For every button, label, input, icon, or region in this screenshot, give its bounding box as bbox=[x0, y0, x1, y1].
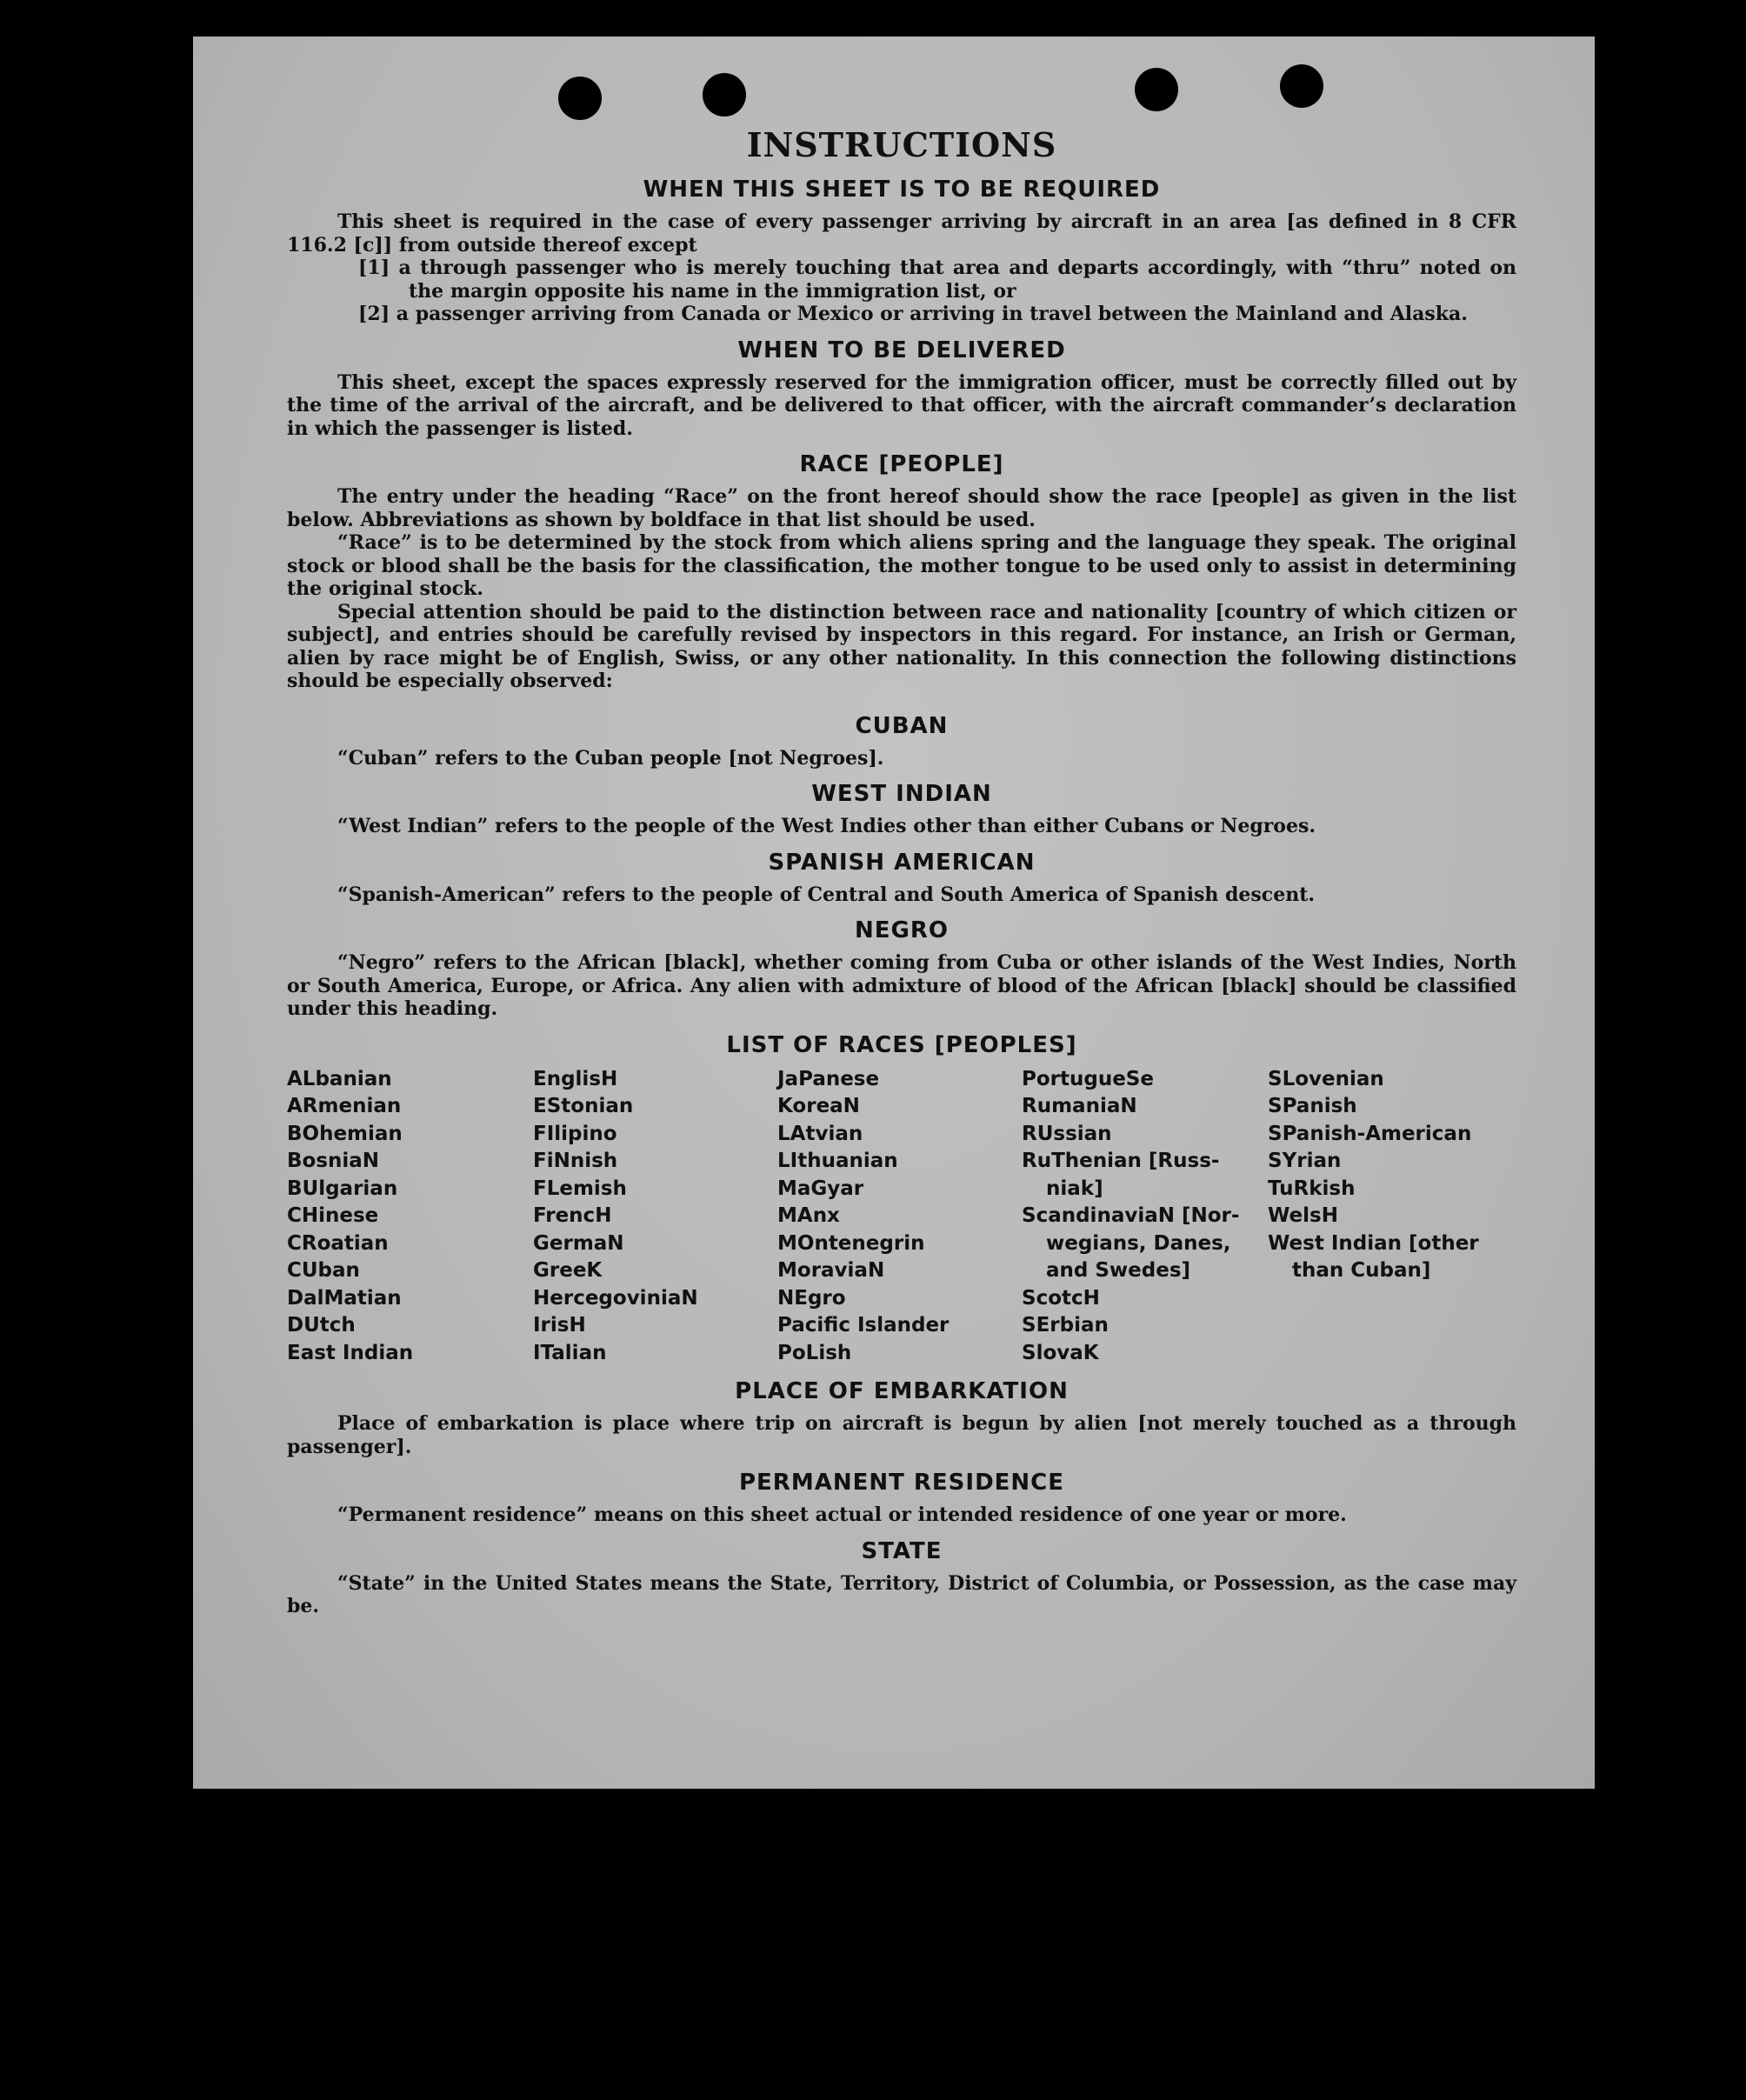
race-entry: West Indian [other bbox=[1268, 1231, 1479, 1255]
race-column-3 bbox=[777, 1066, 1022, 1368]
state-text: “State” in the United States means the State, Territory, District of Columbia, or Possession, as the case may be. bbox=[287, 1571, 1516, 1617]
race-entry: ALbanian bbox=[287, 1067, 392, 1090]
race-entry: PoLish bbox=[777, 1341, 852, 1364]
section-heading-when-required: WHEN THIS SHEET IS TO BE REQUIRED bbox=[643, 177, 1161, 203]
race-entry: ScandinaviaN [Nor- bbox=[1022, 1204, 1240, 1227]
race-entry: RuThenian [Russ- bbox=[1022, 1150, 1220, 1172]
race-entry: KoreaN bbox=[777, 1095, 860, 1117]
race-entry: DUtch bbox=[287, 1314, 356, 1337]
race-column-1 bbox=[287, 1066, 533, 1368]
punch-hole bbox=[703, 73, 746, 117]
race-entry-continued: than Cuban] bbox=[1292, 1259, 1431, 1282]
race-entry: RUssian bbox=[1022, 1122, 1112, 1145]
race-entry: ScotcH bbox=[1022, 1286, 1100, 1310]
race-list-table bbox=[287, 1066, 1516, 1368]
race-entry: TuRkish bbox=[1268, 1177, 1356, 1200]
spanish-american-text: “Spanish-American” refers to the people of Central and South America of Spanish descent. bbox=[337, 883, 1316, 906]
race-entry: ITalian bbox=[533, 1341, 607, 1364]
when-required-item-1: [1] a through passenger who is merely touching that area and departs accordingly, with “thru” noted on the margin opposite his name in the immigration list, or bbox=[358, 257, 1516, 303]
race-entry: SLovenian bbox=[1268, 1067, 1384, 1090]
section-heading-list-of-races: LIST OF RACES [PEOPLES] bbox=[726, 1031, 1077, 1058]
race-entry: BOhemian bbox=[287, 1122, 403, 1145]
when-delivered-text: This sheet, except the spaces expressly reserved for the immigration officer, must be correctly filled out by the time of the arrival of the aircraft, and be delivered to that officer, with the aircraft commander’s declaration in which the passenger is listed. bbox=[287, 370, 1516, 440]
race-entry: WelsH bbox=[1268, 1204, 1338, 1227]
permanent-residence-text: “Permanent residence” means on this sheet actual or intended residence of one year or more. bbox=[337, 1503, 1347, 1526]
race-entry: MaGyar bbox=[777, 1177, 864, 1200]
race-entry: FIlipino bbox=[533, 1122, 617, 1145]
embarkation-text: Place of embarkation is place where trip on aircraft is begun by alien [not merely touched as a through passenger]. bbox=[287, 1412, 1516, 1458]
race-entry: SErbian bbox=[1022, 1314, 1109, 1337]
section-heading-spanish-american: SPANISH AMERICAN bbox=[768, 849, 1036, 876]
race-entry: Pacific Islander bbox=[777, 1314, 950, 1337]
race-entry: HercegoviniaN bbox=[533, 1286, 698, 1310]
race-entry: LIthuanian bbox=[777, 1150, 898, 1172]
race-entry: CHinese bbox=[287, 1204, 379, 1227]
race-entry: MoraviaN bbox=[777, 1259, 885, 1282]
race-entry: MOntenegrin bbox=[777, 1231, 925, 1255]
race-entry: RumaniaN bbox=[1022, 1095, 1137, 1117]
section-heading-embarkation: PLACE OF EMBARKATION bbox=[735, 1378, 1069, 1404]
page-title: INSTRUCTIONS bbox=[746, 125, 1057, 164]
race-entry: NEgro bbox=[777, 1286, 846, 1310]
race-entry: SPanish-American bbox=[1268, 1122, 1472, 1145]
section-heading-race: RACE [PEOPLE] bbox=[799, 451, 1004, 477]
race-paragraph-1: The entry under the heading “Race” on the front hereof should show the race [people] as given in the list below. Abbreviations as shown by boldface in that list should be used. bbox=[287, 485, 1516, 531]
race-entry: BosniaN bbox=[287, 1150, 380, 1172]
race-entry-continued: niak] bbox=[1046, 1177, 1103, 1200]
race-entry: FrencH bbox=[533, 1204, 612, 1227]
race-entry: DalMatian bbox=[287, 1286, 402, 1310]
race-entry-continued: wegians, Danes, bbox=[1046, 1231, 1231, 1255]
race-paragraph-3: Special attention should be paid to the distinction between race and nationality [country of which citizen or subject], and entries should be carefully revised by inspectors in this regard. For instance, an Irish or German, alien by race might be of English, Swiss, or any other nationality. In this connection the following distinctions should be especially observed: bbox=[287, 600, 1516, 692]
race-entry: GermaN bbox=[533, 1231, 624, 1255]
race-entry: JaPanese bbox=[777, 1067, 880, 1090]
race-column-5 bbox=[1268, 1066, 1516, 1368]
race-entry: EStonian bbox=[533, 1095, 634, 1117]
punch-hole bbox=[1280, 64, 1323, 108]
race-entry: ARmenian bbox=[287, 1095, 402, 1117]
race-entry: MAnx bbox=[777, 1204, 840, 1227]
negro-text: “Negro” refers to the African [black], whether coming from Cuba or other islands of the West Indies, North or South America, Europe, or Africa. Any alien with admixture of blood of the African [black] should be classified under this heading. bbox=[287, 951, 1516, 1020]
when-required-intro: This sheet is required in the case of every passenger arriving by aircraft in an area [as defined in 8 CFR 116.2 [c]] from outside thereof except bbox=[287, 210, 1516, 257]
race-entry: SlovaK bbox=[1022, 1341, 1099, 1364]
section-heading-permanent-residence: PERMANENT RESIDENCE bbox=[738, 1470, 1065, 1496]
punch-hole bbox=[1135, 68, 1178, 111]
race-entry: BUlgarian bbox=[287, 1177, 398, 1200]
west-indian-text: “West Indian” refers to the people of the West Indies other than either Cubans or Negroes. bbox=[337, 815, 1316, 837]
when-required-item-2: [2] a passenger arriving from Canada or Mexico or arriving in travel between the Mainland and Alaska. bbox=[358, 303, 1468, 325]
document-sheet bbox=[193, 37, 1595, 1789]
instructions-content bbox=[287, 125, 1516, 1618]
race-entry: East Indian bbox=[287, 1341, 414, 1364]
race-column-4 bbox=[1022, 1066, 1268, 1368]
race-entry: SPanish bbox=[1268, 1095, 1357, 1117]
race-entry: IrisH bbox=[533, 1314, 586, 1337]
race-entry: CUban bbox=[287, 1259, 360, 1282]
race-column-2 bbox=[533, 1066, 777, 1368]
race-entry: FiNnish bbox=[533, 1150, 618, 1172]
race-entry: EnglisH bbox=[533, 1067, 618, 1090]
race-entry-continued: and Swedes] bbox=[1046, 1259, 1191, 1282]
section-heading-state: STATE bbox=[861, 1537, 943, 1564]
section-heading-west-indian: WEST INDIAN bbox=[811, 781, 992, 807]
section-heading-negro: NEGRO bbox=[855, 917, 949, 943]
race-entry: SYrian bbox=[1268, 1150, 1342, 1172]
punch-hole bbox=[558, 77, 602, 120]
race-entry: FLemish bbox=[533, 1177, 627, 1200]
race-entry: PortugueSe bbox=[1022, 1067, 1154, 1090]
race-entry: GreeK bbox=[533, 1259, 603, 1282]
race-entry: LAtvian bbox=[777, 1122, 863, 1145]
section-heading-when-delivered: WHEN TO BE DELIVERED bbox=[737, 337, 1066, 363]
race-entry: CRoatian bbox=[287, 1231, 389, 1255]
cuban-text: “Cuban” refers to the Cuban people [not Negroes]. bbox=[337, 746, 884, 770]
section-heading-cuban: CUBAN bbox=[855, 712, 949, 739]
race-paragraph-2: “Race” is to be determined by the stock from which aliens spring and the language they speak. The original stock or blood shall be the basis for the classification, the mother tongue to be used only to assist in determining the original stock. bbox=[287, 531, 1516, 600]
